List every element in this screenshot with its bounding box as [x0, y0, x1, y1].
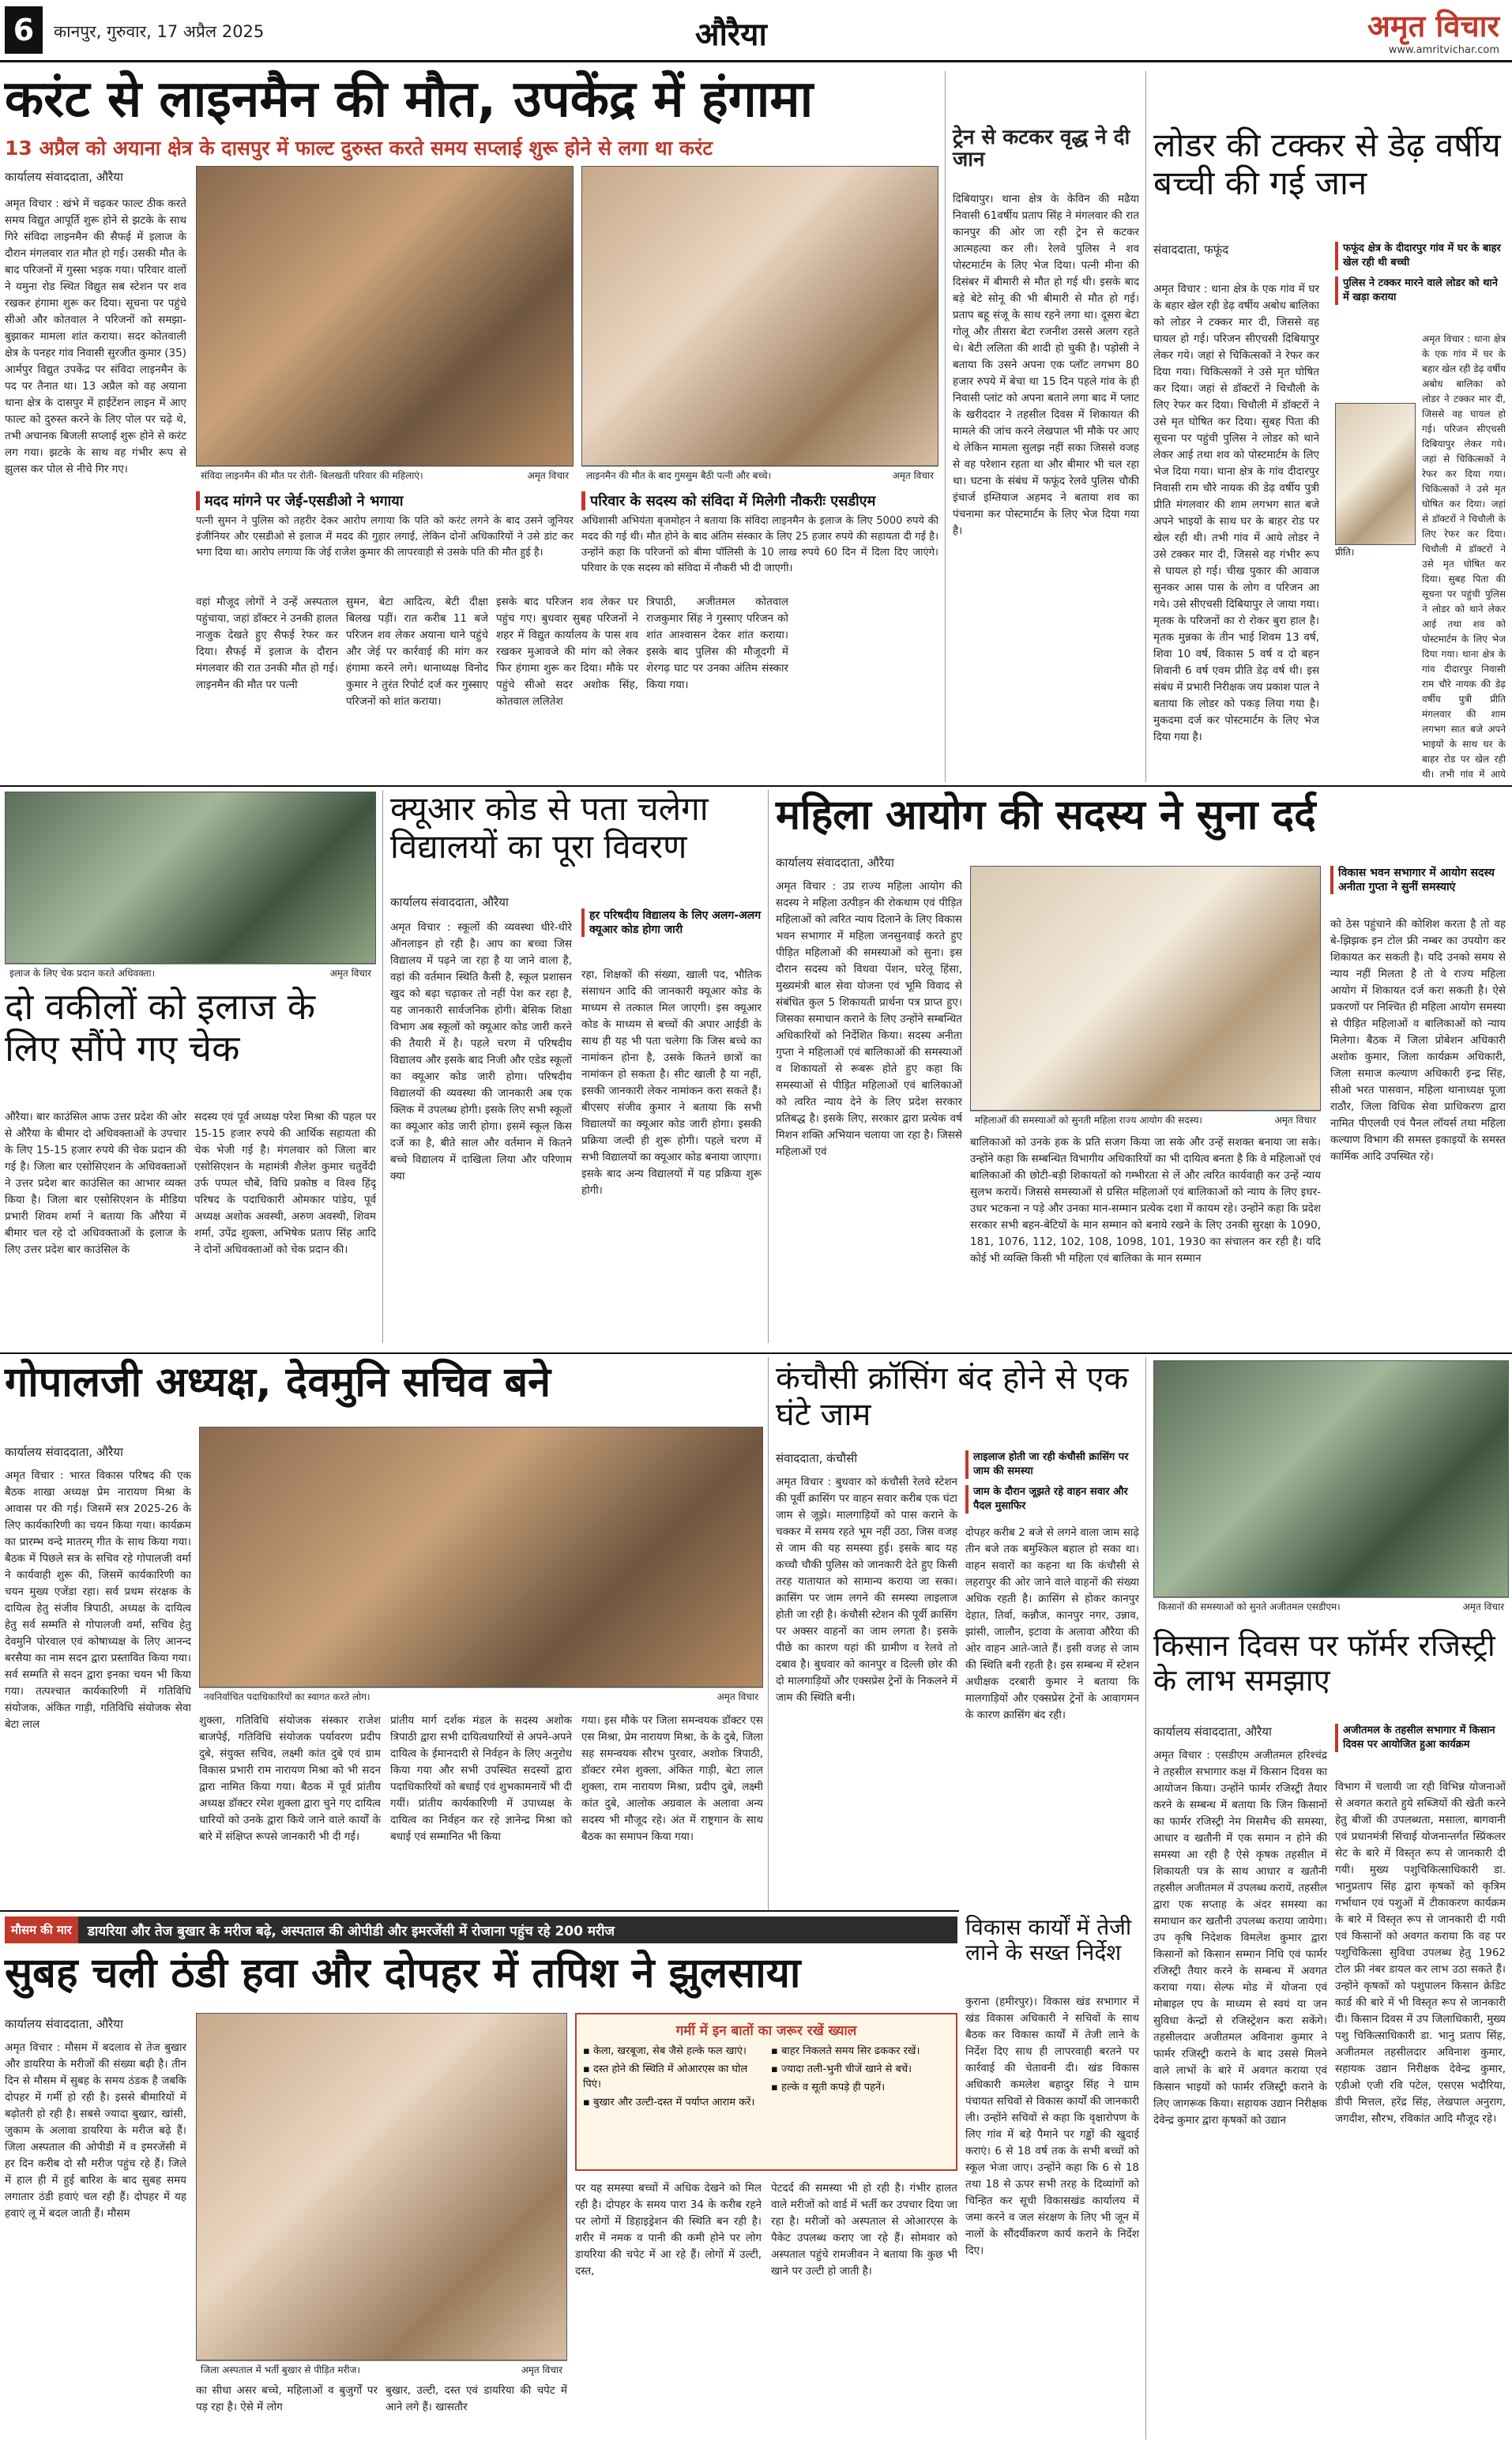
box-title: मदद मांगने पर जेई-एसडीओ ने भगाया — [196, 491, 574, 510]
train-headline: ट्रेन से कटकर वृद्ध ने दी जान — [953, 126, 1130, 172]
loader-side1: फफूंद क्षेत्र के दीदारपुर गांव में घर के बाहर खेल रही थी बच्ची — [1335, 242, 1506, 270]
commission-byline: कार्यालय संवाददाता, औरैया — [776, 856, 894, 870]
lineman-byline: कार्यालय संवाददाता, औरैया — [5, 170, 123, 184]
loader-photo-caption: प्रीति। — [1335, 547, 1355, 558]
lawyers-headline: दो वकीलों को इलाज के लिए सौंपे गए चेक — [5, 985, 316, 1070]
crossing-headline: कंचौसी क्रॉसिंग बंद होने से एक घंटे जाम — [776, 1360, 1129, 1433]
crossing-col2: दोपहर करीब 2 बजे से लगने वाला जाम साढ़े तीन बजे तक बमुश्किल बहाल हो सका था। वाहन सवारों का कहना था कि कंचौसी से लहरापुर की ओर जाने वाले वाहनों की संख्या अधिक रहती है। क्रासिंग से होकर कानपुर देहात, तिर्वा, कन्नौज, कानपुर नगर, उन्नाव, झांसी, जालौन, इटावा के अलावा औरैया की ओर वाहन आते-जाते हैं। इसी वजह से जाम की स्थिति बनी रहती है। इस सम्बन्ध में स्टेशन अधीक्षक दरबारी कुमार ने बताया कि मालगाड़ियों और एक्सप्रेस ट्रेनों के आवागमन के कारण क्रासिंग बंद रही। — [965, 1526, 1139, 1721]
lineman-box-jee-sdo — [196, 491, 574, 586]
tip-item: ▪ बुखार और उल्टी-दस्त में पर्याप्त आराम करें। — [583, 2097, 755, 2108]
gopalji-col2: शुक्ला, गतिविधि संयोजक संस्कार राजेश बाजपेई, गतिविधि संयोजक पर्यावरण प्रदीप दुबे, संयुक्त सचिव, लक्ष्मी कांत दुबे एवं ग्राम विकास प्रभारी राम नारायण मिश्रा को भी सदन द्वारा नामित किया गया। बैठक में पूर्व प्रांतीय अध्यक्ष डॉक्टर रमेश शुक्ला द्वारा चुने गए दायित्व धारियों को उनके द्वारा किये जाने वाले कार्यों के बारे में संक्षिप्त रूपसे जानकारी भी दी गई। — [199, 1714, 381, 1843]
lawyers-col2: सदस्य एवं पूर्व अध्यक्ष परेश मिश्रा की पहल पर 15-15 हजार रुपये की आर्थिक सहायता की चेक भेजी गई है। मंगलवार को जिला बार एसोसिएशन के महामंत्री शैलेश कुमार चतुर्वेदी उर्फ पप्पल चौबे, विधि प्रकोष्ठ व विश्व हिंदू परिषद के पदाधिकारी ओमकार पांडेय, पूर्व अध्यक्ष अशोक अवस्थी, अरुण अवस्थी, शिवम शर्मा, उपेंद्र शुक्ला, अभिषेक प्रताप सिंह आदि ने दोनों अधिवक्ताओं को चेक प्रदान की। — [194, 1111, 376, 1256]
farmer-byline: कार्यालय संवाददाता, औरैया — [1153, 1725, 1272, 1739]
caption-text: किसानों की समस्याओं को सुनते अजीतमल एसडीएम। — [1158, 1601, 1341, 1612]
commission-col-right: को ठेस पहुंचाने की कोशिश करता है तो वह बे-झिझक इन टोल फ्री नम्बर का उपयोग कर शिकायत कर सकती है। यदि उनको समय से न्याय नहीं मिलता है तो वे राज्य महिला आयोग में शिकायत दर्ज करा सकती है। ऐसे प्रकरणों पर निश्चित ही महिला आयोग समस्या से पीड़ित महिलाओं व बालिकाओं को न्याय मिलेगा। बैठक में जिला प्रोबेशन अधिकारी अशोक कुमार, जिला कार्यक्रम अधिकारी, जिला समाज कल्याण अधिकारी इन्द्र सिंह, सीओ भरत पासवान, महिला थानाध्यक्ष पूजा राठौर, जिला विधिक सेवा प्राधिकरण द्वारा नामित पीएलवी एवं पैनल लॉयर्स तथा महिला कल्याण विभाग की समस्त इकाइयों के समस्त कार्मिक आदि उपस्थित रहे। — [1330, 918, 1506, 1163]
lineman-photo-mourning — [196, 166, 574, 466]
gopalji-byline: कार्यालय संवाददाता, औरैया — [5, 1445, 123, 1459]
tip-item: ▪ हल्के व सूती कपड़े ही पहनें। — [771, 2082, 886, 2093]
lawyers-cheque-photo — [5, 792, 376, 964]
qr-col2: रहा, शिक्षकों की संख्या, खाली पद, भौतिक संसाधन आदि की जानकारी क्यूआर कोड के माध्यम से तत्काल मिल जाएगी। इस क्यूआर कोड के माध्यम से बच्चों की अपार आईडी के साथ ही यह भी पता चलेगा कि जिस बच्चे का नामांकन होना है, उसके कितने छात्रों का नामांकन हो सकता है। सीट खाली है या नहीं, इसकी जानकारी लेकर नामांकन करा सकते हैं। बीएसए संजीव कुमार ने बताया कि सभी विद्यालयों का क्यूआर कोड जारी होगा। इसकी प्रक्रिया जल्दी ही शुरू होगी। पहले चरण में सभी विद्यालयों का क्यूआर कोड बनाया जाएगा। इसके बाद अन्य विद्यालयों में यह प्रक्रिया शुरू होगी। — [581, 969, 762, 1197]
qr-byline: कार्यालय संवाददाता, औरैया — [390, 895, 509, 909]
crossing-side1: लाइलाज होती जा रही कंचौसी क्रासिंग पर जाम की समस्या — [965, 1450, 1139, 1479]
section-title: औरैया — [695, 17, 767, 53]
photo-credit: अमृत विचार — [1462, 1601, 1504, 1612]
loader-headline: लोडर की टक्कर से डेढ़ वर्षीय बच्ची की गई जान — [1153, 126, 1501, 203]
column-divider — [1145, 71, 1146, 782]
commission-body: अमृत विचार : उप्र राज्य महिला आयोग की सदस्य ने महिला उत्पीड़न की रोकथाम एवं पीड़ित महिलाओं को त्वरित न्याय दिलाने के लिए विकास भवन सभागार में महिला जनसुनवाई करते हुए पीड़ित महिलाओं की समस्याओं को सुना। इस दौरान सदस्य को विधवा पेंशन, घरेलू हिंसा, मुख्यमंत्री बाल सेवा योजना एवं भूमि विवाद से संबंधित कुल 5 शिकायती प्रार्थना पत्र प्राप्त हुए। जिसका समाधान कराने के लिए उन्होंने सम्बन्धित अधिकारियों को निर्देशित किया। सदस्य अनीता गुप्ता ने महिलाओं एवं बालिकाओं की समस्याओं व शिकायतों से रूबरू होते हुए कहा कि समस्याओं से पीड़ित महिलाओं एवं बालिकाओं को त्वरित न्याय देने के लिए प्रदेश सरकार प्रतिबद्ध है। इसके लिए, सरकार द्वारा प्रत्येक वर्ष मिशन शक्ति अभियान चलाया जा रहा है। जिससे महिलाओं एवं — [776, 880, 962, 1158]
weather-col1: अमृत विचार : मौसम में बदलाव से तेज बुखार और डायरिया के मरीजों की संख्या बढ़ी है। तीन दिन से मौसम में सुबह के समय ठंडक है जबकि दोपहर में गर्मी हो रही है। इससे बीमारियों में बढ़ोतरी हो रही है। सबसे ज्यादा बुखार, खांसी, जुकाम के अलावा डायरिया के मरीज बढ़े हैं। जिला अस्पताल की ओपीडी में व इमरजेंसी में हर दिन करीब दो सौ मरीज पहुंच रहे हैं। जिले में हाल ही में हुई बारिश के बाद सुबह समय लगातार ठंडी हवाएं चल रही हैं। दोपहर में यह हवाएं लू में बदल जाती हैं। मौसम — [5, 2041, 186, 2220]
lineman-col2: वहां मौजूद लोगों ने उन्हें अस्पताल पहुंचाया, जहां डॉक्टर ने उनकी हालत नाजुक देखते हुए सैफई रेफर कर दिया। सैफई में इलाज के दौरान मंगलवार की रात उनकी मौत हो गई। लाइनमैन की मौत पर पत्नी — [196, 596, 338, 691]
website: www.amritvichar.com — [1388, 44, 1499, 56]
column-divider — [1145, 1357, 1146, 2439]
qr-headline: क्यूआर कोड से पता चलेगा विद्यालयों का पूरा विवरण — [390, 789, 709, 867]
lineman-box-sdm — [581, 491, 938, 586]
masthead-rule — [0, 60, 1512, 62]
loader-victim-photo — [1335, 403, 1416, 545]
crossing-byline: संवाददाता, कंचौसी — [776, 1451, 858, 1465]
box-text: पत्नी सुमन ने पुलिस को तहरीर देकर आरोप लगाया कि पति को करंट लगने के बाद उसने जूनियर इंजीनियर और एसडीओ से इलाज में मदद की गुहार लगाई, लेकिन दोनों अधिकारियों ने उसे डांट कर भगा दिया था। आरोप लगाया कि जेई राजेश कुमार की लापरवाही से उसके पति की मौत हुई है। — [196, 515, 574, 559]
tip-item: ▪ ज्यादा तली-भुनी चीजें खाने से बचें। — [771, 2063, 912, 2075]
lineman-headline: करंट से लाइनमैन की मौत, उपकेंद्र में हंगामा — [5, 70, 814, 129]
banner-tag: मौसम की मार — [5, 1917, 78, 1943]
farmer-side: अजीतमल के तहसील सभागार में किसान दिवस पर आयोजित हुआ कार्यक्रम — [1335, 1724, 1506, 1752]
lineman-photo-family — [581, 166, 938, 466]
caption-text: जिला अस्पताल में भर्ती बुखार से पीड़ित मरीज। — [201, 2364, 360, 2375]
weather-col4: पर यह समस्या बच्चों में अधिक देखने को मिल रही है। दोपहर के समय पारा 34 के करीब रहने पर लोगों में डिहाइड्रेशन की स्थिति बन रही है। शरीर में नमक व पानी की कमी होने पर लोग डायरिया की चपेट में आ रहे हैं। लोगों में उल्टी, दस्त, — [575, 2182, 762, 2278]
lineman-col5: त्रिपाठी, अजीतमल कोतवाल राजकुमार सिंह ने गुस्साए परिजन को शांत आश्वासन देकर शांत कराया। इसके बाद पुलिस की मौजूदगी में शेरगढ़ घाट पर उनका अंतिम संस्कार किया गया। — [646, 596, 788, 691]
crossing-side2: जाम के दौरान जूझते रहे वाहन सवार और पैदल मुसाफिर — [965, 1485, 1139, 1514]
photo-credit: अमृत विचार — [521, 2364, 562, 2375]
weather-byline: कार्यालय संवाददाता, औरैया — [5, 2017, 123, 2031]
section-rule — [0, 1910, 959, 1912]
loader-body-col2: अमृत विचार : थाना क्षेत्र के एक गांव में घर के बहार खेल रही डेढ़ वर्षीय अबोध बालिका को लोडर ने टक्कर मार दी, जिससे वह घायल हो गई। परिजन सीएचसी दिबियापुर लेकर गये। जहां से चिकित्सकों ने रेफर कर दिया गया। चिकित्सकों ने उसे मृत घोषित कर दिया। जहां से डॉक्टरों ने चिचौली के लिए रेफर कर दिया। चिचौली में डॉक्टरों ने उसे मृत घोषित कर दिया। सुबह पिता की सूचना पर पहुंची पुलिस ने लोडर को थाने लेकर आई तथा शव को पोस्टमार्टम के लिए भेज दिया गया। थाना क्षेत्र के गांव दीदारपुर निवासी राम चौरे नायक की डेढ़ वर्षीय पुत्री प्रीति मंगलवार की शाम लगभग सात बजे अपने भाइयों के साथ घर के बाहर रोड पर खेल रही थी। तभी गांव में आये — [1422, 333, 1506, 780]
photo-credit: अमृत विचार — [892, 470, 934, 481]
photo-credit: अमृत विचार — [717, 1691, 758, 1702]
banner-text: डायरिया और तेज बुखार के मरीज बढ़े, अस्पताल की ओपीडी और इमरजेंसी में रोजाना पहुंच रहे 200 मरीज — [87, 1923, 615, 1939]
lineman-subhead: 13 अप्रैल को अयाना क्षेत्र के दासपुर में फाल्ट दुरुस्त करते समय सप्लाई शुरू होने से लगा था करंट — [5, 137, 713, 160]
column-divider — [945, 71, 946, 782]
farmer-headline: किसान दिवस पर फॉर्मर रजिस्ट्री के लाभ समझाए — [1153, 1628, 1495, 1698]
loader-side2: पुलिस ने टक्कर मारने वाले लोडर को थाने में खड़ा कराया — [1335, 276, 1506, 305]
farmer-photo-caption — [1153, 1597, 1509, 1615]
gopalji-body: अमृत विचार : भारत विकास परिषद की एक बैठक शाखा अध्यक्ष प्रेम नारायण मिश्रा के आवास पर की गई। जिसमें सत्र 2025-26 के लिए कार्यकारिणी का चयन किया गया। कार्यक्रम का प्रारम्भ वन्दे मातरम् गीत के साथ किया गया। बैठक में पिछले सत्र के सचिव रहे गोपालजी वर्मा ने कार्यवाही शुरू की, जिसमें कार्यकारिणी का चयन मुख्य एजेंडा रहा। सर्व प्रथम संरक्षक के दायित्व हेतु संजीव त्रिपाठी, अध्यक्ष के दायित्व हेतु सर्व सम्मति से गोपालजी वर्मा, सचिव हेतु देवमुनि पोरवाल एवं कोषाध्यक्ष के लिए आनन्द बरसैया का नाम सदन द्वारा प्रस्तावित किया गया। सर्व सम्मति से सदन द्वारा इनका चयन भी किया गया। तत्पश्चात कार्यकारिणी में गतिविधि संयोजक, अंकित गाड़ी, गतिविधि संयोजक सेवा बेटा लाल — [5, 1469, 191, 1731]
gopalji-headline: गोपालजी अध्यक्ष, देवमुनि सचिव बने — [5, 1359, 551, 1406]
weather-hospital-photo — [196, 2013, 567, 2360]
lawyers-photo-caption — [5, 964, 376, 981]
farmer-meeting-photo — [1153, 1360, 1509, 1597]
gopalji-photo-caption — [199, 1687, 763, 1705]
column-divider — [768, 1357, 769, 1910]
weather-col2: का सीधा असर बच्चे, महिलाओं व बुजुर्गों पर पड़ रहा है। ऐसे में लोग — [196, 2384, 378, 2413]
lineman-col4: इसके बाद परिजन शव लेकर घर पहुंच गए। बुधवार सुबह परिजनों ने शहर में विद्युत कार्यालय के पास शव रखकर मुआवजे की मांग को लेकर फिर हंगामा शुरू कर दिया। मौके पर पहुंचे सीओ सदर अशोक सिंह, कोतवाल ललितेश — [496, 596, 638, 708]
gopalji-col4: गया। इस मौके पर जिला समन्वयक डॉक्टर एस एस मिश्रा, प्रेम नारायण मिश्रा, के के दुबे, जिला सह समन्वयक सौरभ पुरवार, अशोक त्रिपाठी, डॉक्टर रमेश शुक्ला, अंकित गाड़ी, बेटा लाल शुक्ला, राम नारायण मिश्रा, प्रदीप दुबे, लक्ष्मी कांत दुबे, आलोक अग्रवाल के अलावा अन्य सदस्य भी मौजूद रहे। अंत में राष्ट्रगान के साथ बैठक का समापन किया गया। — [581, 1714, 763, 1843]
section-rule — [0, 1352, 1512, 1354]
tips-title: गर्मी में इन बातों का जरूर रखें ख्याल — [675, 2023, 857, 2039]
tip-item: ▪ दस्त होने की स्थिति में ओआरएस का घोल पिएं। — [583, 2063, 748, 2090]
qr-side: हर परिषदीय विद्यालय के लिए अलग-अलग क्यूआर कोड होगा जारी — [581, 908, 762, 937]
development-headline: विकास कार्यों में तेजी लाने के सख्त निर्देश — [965, 1914, 1132, 1966]
farmer-col1: अमृत विचार : एसडीएम अजीतमल हरिश्चंद्र ने तहसील सभागार कक्ष में किसान दिवस का आयोजन किया। उन्होंने फार्मर रजिस्ट्री तैयार करने के सम्बन्ध में बताया कि जिन किसानों का फार्मर रजिस्ट्री नेम मिसमैच की समस्या, आधार व खतौनी में एक समान न होने की समस्या आ रही है ऐसे कृषक तहसील में शिकायती पत्र के साथ आधार व खतौनी तहसील अजीतमल में उपलब्ध करायें, तहसील द्वारा एक सप्ताह के अंदर समस्या का समाधान कर खतौनी उपलब्ध कराया जायेगा। उप कृषि निदेशक विमलेश कुमार द्वारा किसानों को किसान सम्मान निधि एवं फार्मर रजिस्ट्री तैयार करने के सम्बन्ध में अवगत कराया गया। सेल्फ मोड में योजना एवं मोबाइल एप के माध्यम से स्वयं या जन सुविधा केन्द्रों से रजिस्ट्रेशन करा सकेंगे। तहसीलदार अजीतमल अविनाश कुमार ने फार्मर रजिस्ट्री कराने के बाद उससे मिलने वाले लाभों के बारे में अवगत कराया एवं किसान भाइयों को फार्मर रजिस्ट्री कराने के लिए जागरूक किया। सहायक उद्यान निरीक्षक देवेन्द्र कुमार द्वारा कृषकों को उद्यान — [1153, 1749, 1327, 2127]
gopalji-welcome-photo — [199, 1427, 763, 1687]
box-title: परिवार के सदस्य को संविदा में मिलेगी नौकरीः एसडीएम — [581, 491, 938, 510]
page-number: 6 — [5, 6, 43, 54]
weather-tips-box — [575, 2013, 957, 2171]
commission-photo-caption — [970, 1111, 1321, 1128]
tip-item: ▪ केला, खरबूजा, सेब जैसे हल्के फल खाएं। — [583, 2045, 747, 2057]
brand-logo: अमृत विचार — [1367, 8, 1499, 43]
masthead — [0, 0, 1512, 63]
qr-col1: अमृत विचार : स्कूलों की व्यवस्था धीरे-धीरे ऑनलाइन हो रही है। आप का बच्चा जिस विद्यालय में पढ़ने जा रहा है या जाने वाला है, वहां की वर्तमान स्थिति कैसी है, स्कूल प्रशासन खुद को बढ़ा चढ़ाकर तो नहीं पेश कर रहा है, यह जानकारी सार्वजनिक होगी। बेसिक शिक्षा विभाग अब स्कूलों को क्यूआर कोड जारी करने की तैयारी में है। पहले चरण में परिषदीय विद्यालय और इसके बाद निजी और एडेड स्कूलों का क्यूआर कोड जारी होगा। परिषदीय विद्यालयों की व्यवस्था की जानकारी अब एक क्लिक में उपलब्ध होगी। इसके लिए सभी स्कूलों का क्यूआर कोड जारी होगा। इसमें स्कूल किस दर्जे का है, बीते साल और वर्तमान में कितने बच्चे विद्यालय में दाखिला लिया और परिणाम क्या — [390, 921, 572, 1183]
column-divider — [382, 790, 383, 1343]
caption-text: लाइनमैन की मौत के बाद गुमसुम बैठी पत्नी और बच्चे। — [586, 470, 772, 481]
column-divider — [768, 790, 769, 1343]
loader-body-col1: अमृत विचार : थाना क्षेत्र के एक गांव में घर के बहार खेल रही डेढ़ वर्षीय अबोध बालिका को लोडर ने टक्कर मार दी, जिससे वह घायल हो गई। परिजन सीएचसी दिबियापुर लेकर गये। जहां से चिकित्सकों ने रेफर कर दिया गया। चिकित्सकों ने उसे मृत घोषित कर दिया। जहां से डॉक्टरों ने चिचौली के लिए रेफर कर दिया। चिचौली में डॉक्टरों ने उसे मृत घोषित कर दिया। सुबह पिता की सूचना पर पहुंची पुलिस ने लोडर को थाने लेकर आई तथा शव को पोस्टमार्टम के लिए भेज दिया गया। थाना क्षेत्र के गांव दीदारपुर निवासी राम चौरे नायक की डेढ़ वर्षीय पुत्री प्रीति मंगलवार की शाम लगभग सात बजे अपने भाइयों के साथ घर के बाहर रोड पर खेल रही थी। तभी गांव में आये लोडर ने उसे टक्कर मार दी, जिससे वह गंभीर रूप से घायल हो गई। चीख पुकार की आवाज सुनकर आस पास के लोग व परिजन आ गये। उसे सीएचसी दिबियापुर ले जाया गया। मृतक के परिजनों का रो रोकर बुरा हाल है। मृतक मुन्नका के तीन भाई शिवम 13 वर्ष, शिवा 10 वर्ष, विकास 5 वर्ष व दो बहन शिवानी 6 वर्ष एवम प्रीति डेढ़ वर्ष थी। इस संबंध में प्रभारी निरीक्षक जय प्रकाश पाल ने बताया कि लोडर को पकड़ लिया गया है। मुकदमा दर्ज कर पोस्टमार्टम के लिए भेज दिया गया है। — [1153, 283, 1319, 743]
box-text: अधिशासी अभियंता बृजमोहन ने बताया कि संविदा लाइनमैन के इलाज के लिए 5000 रुपये की मदद की गई थी। मौत होने के बाद अंतिम संस्कार के लिए 25 हजार रुपये की सहायता दी गई है। उन्होंने कहा कि परिजनों को बीमा पॉलिसी के 10 लाख रुपये 60 दिन में दिला दिए जाएंगे। परिवार के एक सदस्य को संविदा में नौकरी भी दी जाएगी। — [581, 515, 938, 574]
caption-text: संविदा लाइनमैन की मौत पर रोती- बिलखती परिवार की महिलाएं। — [201, 470, 423, 481]
commission-headline: महिला आयोग की सदस्य ने सुना दर्द — [776, 792, 1316, 839]
commission-col-mid: बालिकाओं को उनके हक के प्रति सजग किया जा सके और उन्हें सशक्त बनाया जा सके। उन्होंने कहा कि सम्बन्धित विभागीय अधिकारियों का भी दायित्व बनता है कि वे महिलाओं एवं बालिकाओं की छोटी-बड़ी शिकायतों को गम्भीरता से लें और त्वरित कार्यवाही कर उन्हें न्याय सुलभ करायें। जिससे समस्याओं से ग्रसित महिलाओं एवं बालिकाओं को न्याय के लिए इधर-उधर भटकना न पड़े और उनका मान-सम्मान प्रत्येक दशा में कायम रहे। उन्होंने कहा कि प्रदेश सरकार सभी बहन-बेटियों के मान सम्मान को बनाये रखने के लिए उनकी सुरक्षा के 1090, 181, 1076, 112, 102, 108, 1098, 101, 1930 का संचालन कर रही है। यदि कोई भी व्यक्ति किसी भी महिला एवं बालिका के मान सम्मान — [970, 1136, 1321, 1265]
lawyers-body: औरैया। बार काउंसिल आफ उत्तर प्रदेश की ओर से औरैया के बीमार दो अधिवक्ताओं के उपचार के लिए 15-15 हजार रुपये की चेक प्रदान की गई है। जिला बार एसोसिएशन के अधिवक्ताओं ने उत्तर प्रदेश बार काउंसिल का आभार व्यक्त किया है। जिला बार एसोसिएशन के मीडिया प्रभारी शिवम शर्मा ने बताया कि औरैया में बीमार चल रहे दो अधिवक्ताओं के इलाज के लिए उत्तर प्रदेश बार काउंसिल के — [5, 1111, 186, 1256]
lineman-photo1-caption — [196, 466, 574, 483]
weather-headline: सुबह चली ठंडी हवा और दोपहर में तपिश ने झुलसाया — [5, 1950, 801, 1997]
commission-hearing-photo — [970, 866, 1321, 1111]
caption-text: नवनिर्वाचित पदाधिकारियों का स्वागत करते लोग। — [204, 1691, 370, 1702]
weather-photo-caption — [196, 2360, 567, 2378]
weather-col5: पेटदर्द की समस्या भी हो रही है। गंभीर हालत वाले मरीजों को वार्ड में भर्ती कर उपचार दिया जा रहा है। मरीजों को अस्पताल से ओआरएस के पैकेट उपलब्ध कराए जा रहे हैं। सोमवार को अस्पताल पहुंचे रामजीवन ने बताया कि कुछ भी खाने पर उल्टी हो जाती है। — [771, 2182, 957, 2278]
photo-credit: अमृत विचार — [527, 470, 569, 481]
lineman-body: अमृत विचार : खंभे में चढ़कर फाल्ट ठीक करते समय विद्युत आपूर्ति शुरू होने से झटके के साथ गिरे संविदा लाइनमैन की सैफई में इलाज के दौरान मंगलवार रात मौत हो गई। उसकी मौत के बाद परिजनों में गुस्सा भड़क गया। परिवार वालों ने यमुना रोड स्थित विद्युत सब स्टेशन पर शव रखकर हंगामा शुरू कर दिया। सूचना पर पहुंचे सीओ और कोतवाल ने परिजनों को समझा-बुझाकर मामला शांत कराया। सदर कोतवाली क्षेत्र के पनहर गांव निवासी सुरजीत कुमार (35) आर्मपुर विद्युत उपकेंद्र पर संविदा लाइनमैन के पद पर तैनात था। 13 अप्रैल को वह अयाना थाना क्षेत्र के दासपुर में हाईटेंशन लाइन में आए फाल्ट को दुरुस्त करने के लिए पोल पर चढ़े थे, तभी अचानक बिजली सप्लाई शुरू होने से करंट लग गया। झटके के साथ वह गंभीर रूप से झुलस कर पोल से नीचे गिर गए। — [5, 197, 186, 476]
weather-col3: बुखार, उल्टी, दस्त एवं डायरिया की चपेट में आने लगे हैं। खासतौर — [386, 2384, 567, 2413]
photo-credit: अमृत विचार — [1274, 1115, 1316, 1126]
weather-banner — [5, 1917, 957, 1943]
section-rule — [0, 785, 1512, 787]
crossing-col1: अमृत विचार : बुधवार को कंचौसी रेलवे स्टेशन की पूर्वी क्रासिंग पर वाहन सवार करीब एक घंटा जाम से जूझे। मालगाड़ियों को पास कराने के चक्कर में समय रहते भूम नहीं उठा, जिस वजह से जाम की यह समस्या हुई। इसके बाद यह कच्चौ चौकी पुलिस को जानकारी देते हुए किसी तरह यातायात को सामान्य कराया जा सका। क्रासिंग पर जाम लगने की समस्या लाइलाज होती जा रही है। कंचौसी स्टेशन की पूर्वी क्रासिंग पर अक्सर वाहनों का जाम लगता है। इसके पीछे का कारण यहां की ग्रामीण व रेलवे तो दबाव है। बुधवार को कानपुर व दिल्ली छोर की दो मालगाड़ियों और एक्सप्रेस ट्रेनों के निकलने में जाम की स्थिति बनी। — [776, 1476, 957, 1704]
photo-credit: अमृत विचार — [329, 968, 371, 979]
caption-text: महिलाओं की समस्याओं को सुनती महिला राज्य आयोग की सदस्य। — [975, 1115, 1202, 1126]
caption-text: इलाज के लिए चेक प्रदान करते अधिवक्ता। — [9, 968, 156, 979]
commission-side: विकास भवन सभागार में आयोग सदस्य अनीता गुप्ता ने सुनीं समस्याएं — [1330, 866, 1506, 894]
location-date: कानपुर, गुरुवार, 17 अप्रैल 2025 — [54, 22, 265, 41]
lineman-col6 — [796, 594, 938, 781]
gopalji-col3: प्रांतीय मार्ग दर्शक मंडल के सदस्य अशोक त्रिपाठी द्वारा सभी दायित्वधारियों से अपने-अपने दायित्व के ईमानदारी से निर्वहन के लिए अनुरोध किया गया और सभी उपस्थित सदस्यों द्वारा पदाधिकारियों को बधाई एवं शुभकामनायें भी दी गयीं। प्रांतीय कार्यकारिणी में उपाध्यक्ष के दायित्व का निर्वहन कर रहे ज्ञानेन्द्र मिश्रा को बधाई एवं सम्मानित भी किया — [390, 1714, 572, 1843]
farmer-col2: विभाग में चलायी जा रही विभिन्न योजनाओं से अवगत कराते हुये सब्जियों की खेती करने हेतु बीजों की उपलब्धता, मसाला, बागवानी एवं प्रधानमंत्री सिंचाई योजनान्तर्गत स्प्रिंकलर सेट के बारे में विस्तृत रूप से जानकारी दी गयी। मुख्य पशुचिकित्साधिकारी डा. भानुप्रताप सिंह द्वारा कृषकों को कृत्रिम गर्भाधान एवं पशुओं में टीकाकरण कार्यक्रम के बारे में विस्तृत रूप से जानकारी दी गयी एवं किसानों को अवगत कराया कि वह पर पशुचिकित्सा सुविधा उपलब्ध हेतु 1962 टोल फ्री नंबर डायल कर लाभ उठा सकते हैं। उन्होंने कृषकों को पशुपालन किसान क्रेडिट कार्ड की बारे में भी विस्तृत रूप से जानकारी दी। किसान दिवस में उप जिलाधिकारी, मुख्य पशु चिकित्साधिकारी डा. भानु प्रताप सिंह, अजीतमल तहसीलदार अविनाश कुमार, सहायक उद्यान निरीक्षक देवेन्द्र कुमार, एडीओ एजी रवि पटेल, एसएस भदौरिया, डीपी मित्तल, हरेंद्र सिंह, लेखपाल अनुराग, जगदीश, सौरभ, रविकांत आदि मौजूद रहे। — [1335, 1781, 1506, 2125]
development-body: कुराना (हमीरपुर)। विकास खंड सभागार में खंड विकास अधिकारी ने सचिवों के साथ बैठक कर विकास कार्यों में तेजी लाने के निर्देश दिए साथ ही लापरवाही बरतने पर कार्रवाई की चेतावनी दी। खंड विकास अधिकारी कमलेश बहादुर सिंह ने ग्राम पंचायत सचिवों से विकास कार्यों की जानकारी ली। उन्होंने सचिवों से कहा कि वृक्षारोपण के लिए गांव में बड़े पैमाने पर गड्ढों की खुदाई कराएं। 6 से 18 वर्ष तक के सभी बच्चों को स्कूल भेजा जाए। उन्होंने कहा कि 6 से 18 तथा 18 से ऊपर सभी तरह के दिव्यांगों को चिन्हित कर सूची विकासखंड कार्यालय में जमा करने व जल संरक्षण के लिए भी जून में नालों के सौंदर्यीकरण कार्य कराने के निर्देश दिए। — [965, 1995, 1139, 2257]
tip-item: ▪ बाहर निकलते समय सिर ढककर रखें। — [771, 2045, 920, 2057]
lineman-col3: सुमन, बेटा आदित्य, बेटी दीक्षा बिलख पड़ीं। रात करीब 11 बजे परिजन शव लेकर अयाना थाने पहुंचे और जेई पर कार्रवाई की मांग कर हंगामा करने लगे। थानाध्यक्ष विनोद कुमार ने तुरंत रिपोर्ट दर्ज कर गुस्साए परिजनों को शांत कराया। — [346, 596, 488, 708]
lineman-photo2-caption — [581, 466, 938, 483]
train-body: दिबियापुर। थाना क्षेत्र के केविन की मढैया निवासी 61वर्षीय प्रताप सिंह ने मंगलवार की रात कानपुर की ओर जा रही ट्रेन से कटकर आत्महत्या कर ली। रेलवे पुलिस ने शव पोस्टमार्टम के लिए भेज दिया। पत्नी मीना की दिसंबर में बीमारी से मौत हो गई थी। इसके बाद बड़े बेटे सोनू की भी बीमारी से मौत हो गई। प्रताप बहू संजू के साथ रहने लगा था। दूसरा बेटा गोलू और तीसरा बेटा रजनीश उससे अलग रहते थे। बेटी ललिता की शादी हो चुकी है। पड़ोसी ने बताया कि उसने अपना एक प्लॉट लगभग 80 हजार रुपये में बेचा था 15 दिन पहले गांव के ही निवासी प्लांट को अपना बताने लगा बाद में प्लाट के खरीददार ने तहसील दिवस में शिकायत की मामले की जांच करने लेखपाल भी मौके पर आए थे लेकिन मामला सुलझ नहीं सका जिससे वजह से वह परेशान रहता था और बीमार भी चल रहा था। घटना के संबंध में फफूंद रेलवे पुलिस चौकी इंचार्ज इम्तियाज अहमद ने बताया शव का पंचनामा कर पोस्टमार्टम के लिए भेज दिया गया है। — [953, 193, 1139, 537]
loader-byline: संवाददाता, फफूंद — [1153, 243, 1229, 257]
